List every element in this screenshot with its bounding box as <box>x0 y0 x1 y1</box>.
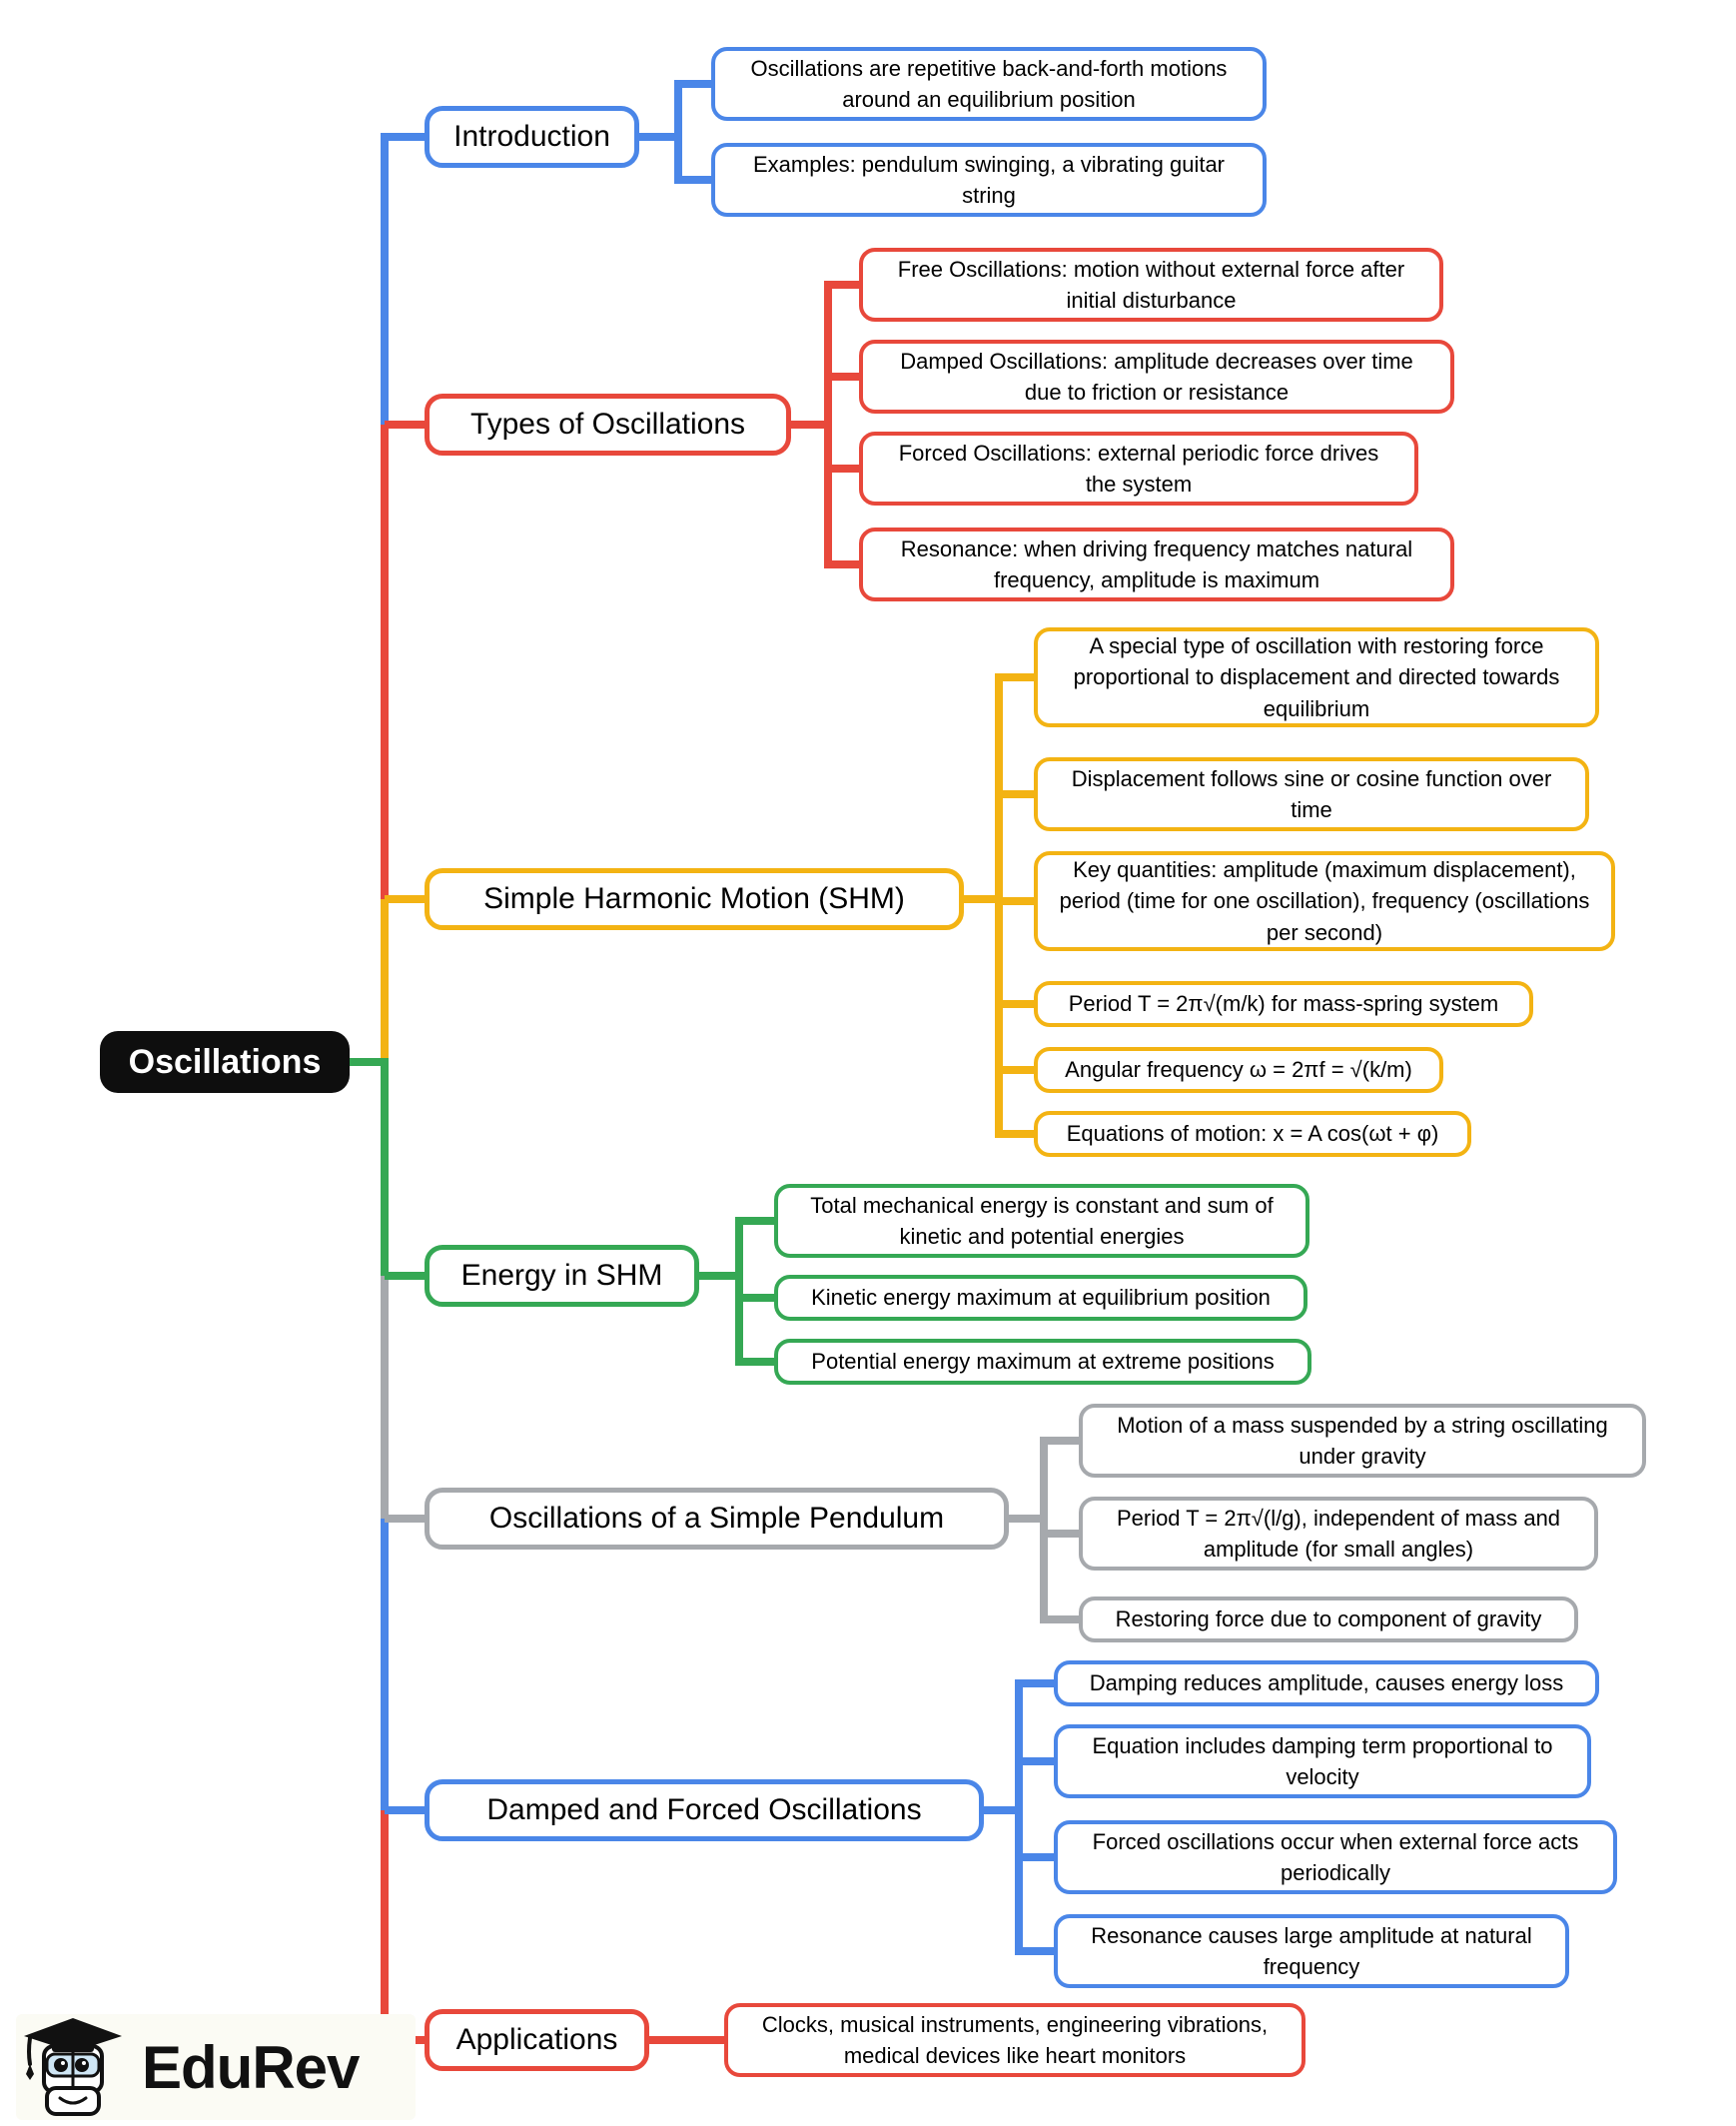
leaf-stub <box>1048 1530 1079 1538</box>
note-damped-3: Forced oscillations occur when external force acts periodically <box>1054 1820 1617 1894</box>
leaf-stub <box>743 1294 774 1302</box>
note-shm-2: Displacement follows sine or cosine function over time <box>1034 757 1589 831</box>
branch-pendulum: Oscillations of a Simple Pendulum <box>425 1488 1009 1550</box>
branch-spine <box>735 1217 743 1366</box>
note-shm-5: Angular frequency ω = 2πf = √(k/m) <box>1034 1047 1443 1093</box>
leaf-stub <box>1023 1947 1054 1955</box>
branch-shm: Simple Harmonic Motion (SHM) <box>425 868 964 930</box>
branch-spine <box>824 281 832 568</box>
note-types-3: Forced Oscillations: external periodic force drives the system <box>859 432 1418 506</box>
note-pendulum-3: Restoring force due to component of gravity <box>1079 1596 1578 1642</box>
connector-pendulum <box>385 1515 425 1523</box>
leaf-stub <box>1003 897 1034 905</box>
leaf-stub <box>832 373 859 381</box>
note-introduction-1: Oscillations are repetitive back-and-forth motions around an equilibrium position <box>711 47 1267 121</box>
note-damped-4: Resonance causes large amplitude at natural frequency <box>1054 1914 1569 1988</box>
trunk-segment-introduction <box>381 133 389 425</box>
branch-spine <box>1040 1437 1048 1623</box>
leaf-stub <box>682 176 711 184</box>
branch-line <box>645 2036 724 2044</box>
trunk-segment-energy <box>381 1062 389 1276</box>
note-shm-3: Key quantities: amplitude (maximum displacement), period (time for one oscillation), frequency (oscillations per second) <box>1034 851 1615 951</box>
note-types-4: Resonance: when driving frequency matches natural frequency, amplitude is maximum <box>859 528 1454 601</box>
graduation-cap-robot-icon <box>16 2016 134 2118</box>
branch-damped: Damped and Forced Oscillations <box>425 1779 984 1841</box>
edurev-wordmark: EduRev <box>142 2033 360 2101</box>
branch-types: Types of Oscillations <box>425 394 791 456</box>
note-pendulum-1: Motion of a mass suspended by a string oscillating under gravity <box>1079 1404 1646 1478</box>
trunk-segment-shm <box>381 899 389 1062</box>
leaf-stub <box>1003 1130 1034 1138</box>
connector-types <box>385 421 425 429</box>
note-energy-3: Potential energy maximum at extreme positions <box>774 1339 1311 1385</box>
leaf-stub <box>832 560 859 568</box>
leaf-stub <box>743 1217 774 1225</box>
trunk-segment-pendulum <box>381 1276 389 1519</box>
branch-spine <box>1015 1679 1023 1955</box>
leaf-stub <box>1048 1615 1079 1623</box>
note-damped-1: Damping reduces amplitude, causes energy loss <box>1054 1660 1599 1706</box>
connector-energy <box>385 1272 425 1280</box>
leaf-stub <box>1003 1000 1034 1008</box>
connector-introduction <box>385 133 425 141</box>
leaf-stub <box>1003 673 1034 681</box>
leaf-stub <box>1023 1757 1054 1765</box>
leaf-stub <box>832 465 859 473</box>
note-energy-2: Kinetic energy maximum at equilibrium position <box>774 1275 1307 1321</box>
note-shm-6: Equations of motion: x = A cos(ωt + φ) <box>1034 1111 1471 1157</box>
connector-damped <box>385 1806 425 1814</box>
leaf-stub <box>1003 1066 1034 1074</box>
note-types-1: Free Oscillations: motion without external force after initial disturbance <box>859 248 1443 322</box>
leaf-stub <box>743 1358 774 1366</box>
note-pendulum-2: Period T = 2π√(l/g), independent of mass and amplitude (for small angles) <box>1079 1497 1598 1571</box>
leaf-stub <box>1023 1853 1054 1861</box>
trunk-segment-types <box>381 425 389 899</box>
note-introduction-2: Examples: pendulum swinging, a vibrating guitar string <box>711 143 1267 217</box>
root-node: Oscillations <box>100 1031 350 1093</box>
connector-shm <box>385 895 425 903</box>
trunk-segment-damped <box>381 1519 389 1810</box>
leaf-stub <box>1023 1679 1054 1687</box>
trunk-segment-applications <box>381 1810 389 2044</box>
leaf-stub <box>832 281 859 289</box>
note-shm-1: A special type of oscillation with restoring force proportional to displacement and directed towards equilibrium <box>1034 627 1599 727</box>
note-energy-1: Total mechanical energy is constant and sum of kinetic and potential energies <box>774 1184 1309 1258</box>
branch-spine <box>674 80 682 184</box>
leaf-stub <box>682 80 711 88</box>
root-connector <box>346 1058 389 1066</box>
edurev-logo <box>16 2014 416 2120</box>
leaf-stub <box>1048 1437 1079 1445</box>
note-damped-2: Equation includes damping term proportional to velocity <box>1054 1724 1591 1798</box>
branch-energy: Energy in SHM <box>425 1245 699 1307</box>
branch-spine <box>995 673 1003 1138</box>
note-applications-1: Clocks, musical instruments, engineering vibrations, medical devices like heart monitors <box>724 2003 1305 2077</box>
branch-introduction: Introduction <box>425 106 639 168</box>
note-shm-4: Period T = 2π√(m/k) for mass-spring system <box>1034 981 1533 1027</box>
leaf-stub <box>1003 790 1034 798</box>
branch-applications: Applications <box>425 2009 649 2071</box>
note-types-2: Damped Oscillations: amplitude decreases over time due to friction or resistance <box>859 340 1454 414</box>
